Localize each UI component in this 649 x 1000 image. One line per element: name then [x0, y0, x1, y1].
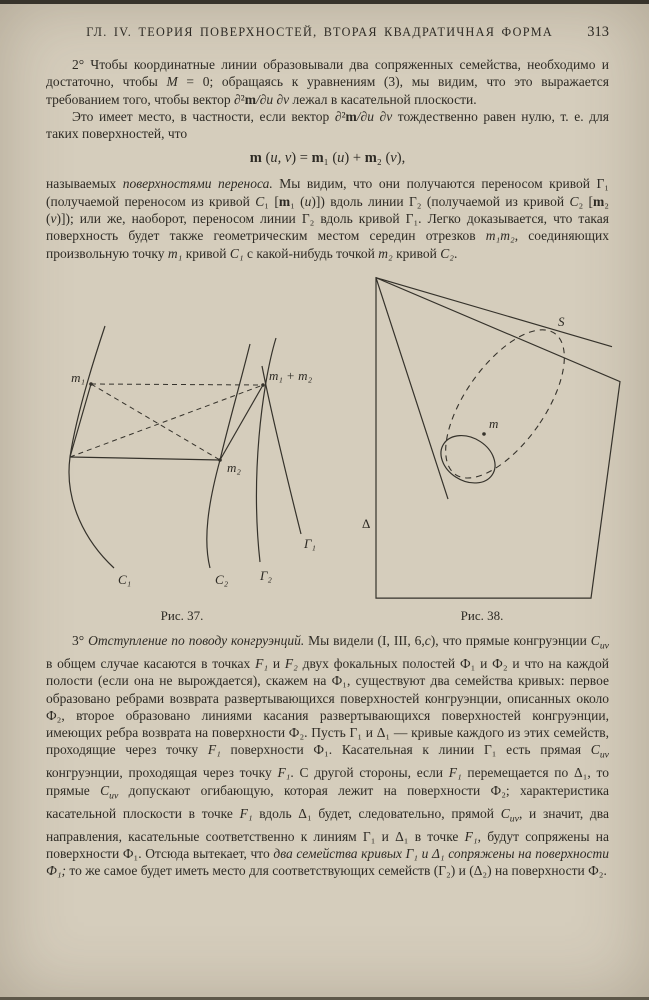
text-run: m₁m₂	[485, 228, 515, 244]
text-run: uv	[509, 813, 519, 825]
text-run: кривой	[182, 245, 230, 261]
text-run: . С другой стороны, если	[290, 765, 449, 781]
text-run: ),	[396, 150, 406, 167]
figure-37	[48, 322, 320, 602]
text-run: C	[500, 805, 510, 821]
running-head	[46, 24, 609, 41]
text-run: F₁	[239, 805, 253, 821]
chapter-title: ГЛ. IV. ТЕОРИЯ ПОВЕРХНОСТЕЙ, ВТОРАЯ КВАДРАТИЧНАЯ ФОРМА	[86, 25, 554, 39]
segment-m1-m1m2	[91, 384, 263, 385]
text-run: uv	[599, 750, 609, 762]
text-run: m	[364, 150, 377, 167]
curve-c2	[207, 344, 250, 568]
label-m1: m₁	[71, 369, 85, 385]
paragraph-2deg	[46, 56, 613, 108]
text-run: Мы видели (I, III, 6,	[304, 632, 425, 648]
text-run: u	[337, 150, 345, 167]
figure-38	[360, 268, 628, 602]
text-run: ) =	[291, 150, 312, 167]
text-run: /∂u ∂v	[356, 108, 393, 124]
figures-row	[46, 266, 609, 632]
text-run: тождественно равен нулю, т. е. для таких поверхностей, что	[46, 108, 613, 142]
text-run: C₁	[229, 245, 244, 261]
page-content	[46, 24, 613, 880]
text-run: u	[304, 193, 312, 209]
text-run: Мы видим, что они получаются переносом кривой Г₁ (получаемой переносом из кривой	[46, 176, 613, 209]
text-run: m₂	[378, 245, 393, 261]
text-run: то же самое будет иметь место для соответствующих семейств (Г₂) и (Δ₂) на поверхности Ф₂.	[66, 863, 607, 879]
text-run: ₂ (	[46, 193, 613, 227]
cone-edge-upper	[376, 278, 612, 347]
text-run: ) +	[344, 150, 365, 167]
text-run: C	[569, 193, 579, 209]
plane-delta	[376, 278, 620, 598]
text-run: F₂	[284, 655, 298, 671]
text-run: C₂	[440, 245, 454, 261]
text-run: Отступление по поводу конгруэнций.	[88, 632, 305, 648]
point-m1	[89, 382, 93, 386]
text-run: F₁	[448, 765, 462, 781]
scan-edge-top	[0, 0, 649, 4]
text-run: C	[255, 193, 265, 209]
label-s: S	[558, 315, 565, 330]
text-run: F₁	[277, 765, 291, 781]
text-run: = 0; обращаясь к уравнениям (3), мы видим, что это выражается требованием того, чтобы вектор ∂²	[46, 74, 613, 107]
text-run: F₁	[207, 742, 221, 758]
point-m1m2	[261, 383, 265, 387]
text-run: M	[166, 74, 178, 90]
segment-a-m1m2	[70, 385, 263, 457]
label-c2: C₂	[215, 571, 229, 587]
text-run: )]); или же, наоборот, переносом линии Г₂ вдоль кривой Г₁. Легко доказывается, что такая поверхность будет также геометрическим местом середин отрезков	[46, 211, 613, 244]
page-number: 313	[587, 24, 609, 40]
label-c1: C₁	[118, 571, 132, 587]
point-m	[482, 432, 486, 435]
text-run: ₂ (	[376, 150, 391, 167]
text-run: ₂ [	[578, 193, 594, 209]
text-run: двух фокальных полостей Ф₁ и Ф₂ и что на каждой полости (если она не вырождается), скажем на Ф₁, существуют два семейства кривых: первое образовано ребрами возврата развертывающихся поверхностей конгруэнции, описанных около Ф₂, второе образовано линиями касания развертывающихся поверхностей конгруэнции, имеющих ребра возврата на поверхности Ф₂. Пусть Г₁ и Δ₁ — кривые каждого из этих семейств, проходящие через точку	[46, 655, 613, 758]
text-run: ), что прямые конгруэнции	[430, 632, 591, 648]
text-run: поверхности Ф₁. Касательная к линии Г₁ есть прямая	[220, 742, 591, 758]
text-run: v	[50, 211, 57, 227]
text-run: c	[424, 632, 431, 648]
text-run: ₁ (	[290, 193, 305, 209]
text-run: /∂u ∂v	[255, 91, 290, 107]
text-run: Это имеет место, в частности, если вектор ∂²	[72, 108, 346, 124]
segment-a-m1	[70, 384, 91, 457]
text-run: допускают огибающую, которая лежит на поверхности Ф₂; характеристика касательной плоскости в точке	[46, 782, 613, 821]
text-run: F₁	[255, 655, 269, 671]
figure-37-caption: Рис. 37.	[160, 607, 204, 623]
text-run: m	[278, 193, 291, 209]
label-gamma1: Г₁	[304, 535, 316, 551]
label-m: m	[489, 417, 499, 432]
paragraph-translation-surfaces	[46, 175, 613, 261]
text-run: вдоль Δ₁ будет, следовательно, прямой	[252, 805, 501, 821]
text-run: C	[590, 742, 600, 758]
text-run: C	[590, 632, 600, 648]
text-run: , и значит, два направления, касательные соответственно к линиям Г₁ и Δ₁ в точке	[46, 805, 613, 844]
segment-a-m2	[70, 457, 220, 460]
formula-translation-surface	[46, 150, 609, 167]
text-run: uv	[109, 790, 119, 802]
text-run: лежал в касательной плоскости.	[289, 91, 477, 107]
text-run: m	[311, 150, 324, 167]
text-run: m	[244, 91, 256, 107]
label-m2: m₂	[227, 459, 241, 475]
text-run: кривой	[392, 245, 441, 261]
text-run: ₁ (	[323, 150, 338, 167]
curve-c1	[69, 326, 114, 568]
figure-38-caption: Рис. 38.	[460, 607, 504, 623]
text-run: два семейства кривых Г₁ и Δ₁ сопряжены на поверхности Ф₁;	[46, 845, 613, 879]
text-run: m	[593, 193, 605, 209]
point-m2	[218, 458, 222, 462]
paragraph-formula-intro	[46, 108, 613, 143]
figure-37-drawing	[48, 322, 320, 602]
text-run: m₁	[167, 245, 183, 261]
text-run: m	[345, 108, 357, 124]
segment-m1-m2	[91, 384, 220, 460]
text-run: и	[268, 655, 285, 671]
paragraph-3deg-congruences	[46, 632, 613, 880]
text-run: 2° Чтобы координатные линии образовывали два сопряженных семейства, необходимо и достаточно, чтобы	[46, 57, 613, 90]
text-run: u, v	[270, 150, 292, 167]
text-run: ₁ [	[264, 193, 279, 209]
text-run: (	[261, 150, 271, 167]
text-run: в общем случае касаются в точках	[46, 632, 613, 671]
text-run: )]) вдоль линии Г₂ (получаемой из кривой	[311, 193, 570, 209]
curve-gamma1	[262, 366, 301, 534]
text-run: m	[249, 150, 262, 167]
text-run: F₁	[464, 828, 478, 844]
label-m1-plus-m2: m₁ + m₂	[269, 367, 313, 383]
figure-38-drawing	[360, 268, 628, 602]
text-run: поверхностями переноса.	[122, 176, 273, 192]
text-run: с какой-нибудь точкой	[243, 245, 379, 261]
label-delta: Δ	[362, 517, 371, 532]
text-run: , соединяющих произвольную точку	[46, 228, 613, 261]
text-run: называемых	[46, 176, 123, 192]
text-run: uv	[599, 640, 609, 652]
cone-edge-lower	[376, 278, 448, 499]
label-gamma2: Г₂	[260, 567, 272, 583]
text-run: перемещается по Δ₁, то прямые	[46, 765, 613, 798]
text-run: конгруэнции, проходящая через точку	[46, 742, 613, 781]
text-run: C	[100, 782, 110, 798]
text-run: , будут сопряжены на поверхности Ф₁. Отсюда вытекает, что	[46, 828, 613, 861]
segment-m2-m1m2	[220, 385, 263, 460]
text-run: 3°	[72, 632, 89, 648]
text-run: .	[453, 245, 458, 261]
text-run: v	[390, 150, 397, 167]
